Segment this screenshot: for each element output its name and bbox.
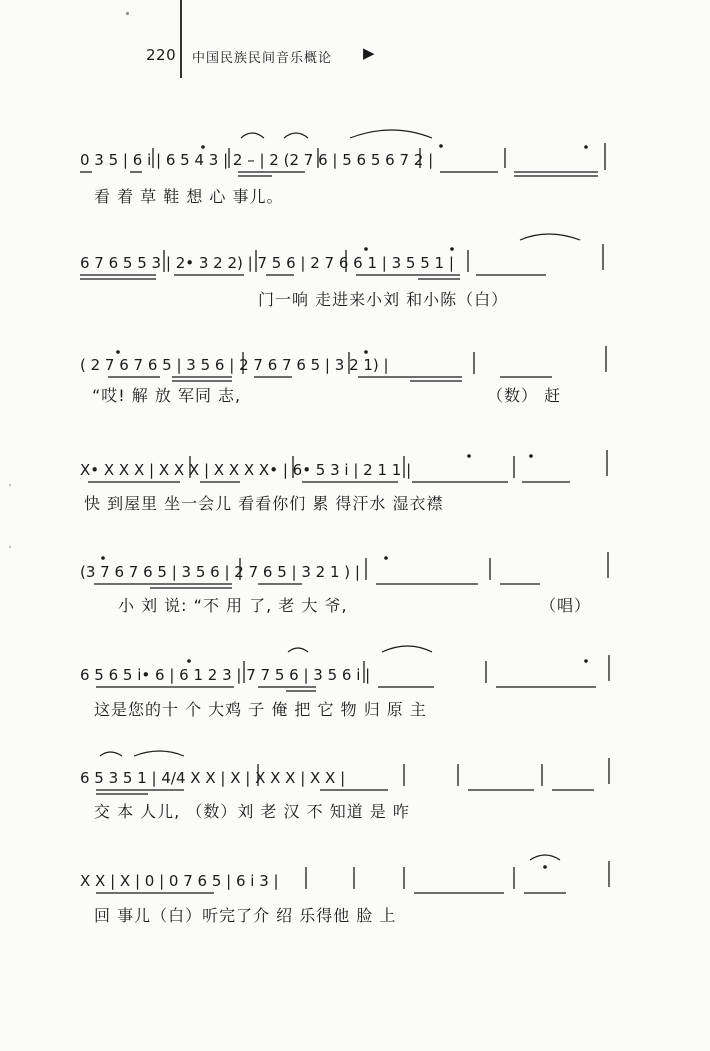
lyrics-line-3-right: （数） 赶 [487,386,562,405]
lyrics-line-4: 快 到屋里 坐一会儿 看看你们 累 得汗水 湿衣襟 [84,494,444,513]
lyrics-line-5-right: （唱） [540,596,592,615]
arrow-right-icon: ▶ [363,44,375,62]
notation-line-4: X• X X X | X X X | X X X X• | 6• 5 3 i | 2 1 1 | [80,461,412,479]
notation-line-8: X X | X | 0 | 0 7 6 5 | 6 i 3 | [80,872,279,890]
lyrics-line-1: 看 着 草 鞋 想 心 事儿。 [94,187,284,206]
notation-line-7: 6 5 3 5 1 | 4/4 X X | X | X X X | X X | [80,769,346,787]
lyrics-line-5-left: 小 刘 说: “不 用 了, 老 大 爷, [118,596,348,615]
page-number: 220 [146,46,177,64]
lyrics-line-7: 交 本 人儿, （数）刘 老 汉 不 知道 是 咋 [94,802,410,821]
notation-line-3: ( 2 7 6 7 6 5 | 3 5 6 | 2 7 6 7 6 5 | 3 2 1) | [80,356,389,374]
book-title: 中国民族民间音乐概论 [192,51,333,66]
lyrics-line-8: 回 事儿（白）听完了介 绍 乐得他 脸 上 [94,906,397,925]
lyrics-line-3-left: “哎! 解 放 军同 志, [92,386,242,405]
lyrics-line-2: 门一响 走进来小刘 和小陈（白） [258,290,509,309]
notation-line-1: 0 3 5 | 6 i | 6 5 4 3 | 2 – | 2 (2 7 6 | 5 6 5 6 7 2 | [80,151,434,169]
lyrics-line-6: 这是您的十 个 大鸡 子 俺 把 它 物 归 原 主 [94,700,427,719]
notation-line-6: 6 5 6 5 i• 6 | 6 1 2 3 | 7 7 5 6 | 3 5 6 i | [80,666,371,684]
notation-line-5: (3 7 6 7 6 5 | 3 5 6 | 2 7 6 5 | 3 2 1 ) | [80,563,360,581]
notation-line-2: 6 7 6 5 5 3 | 2• 3 2 2) | 7 5 6 | 2 7 6 6 1 | 3 5 5 1 | [80,254,454,272]
